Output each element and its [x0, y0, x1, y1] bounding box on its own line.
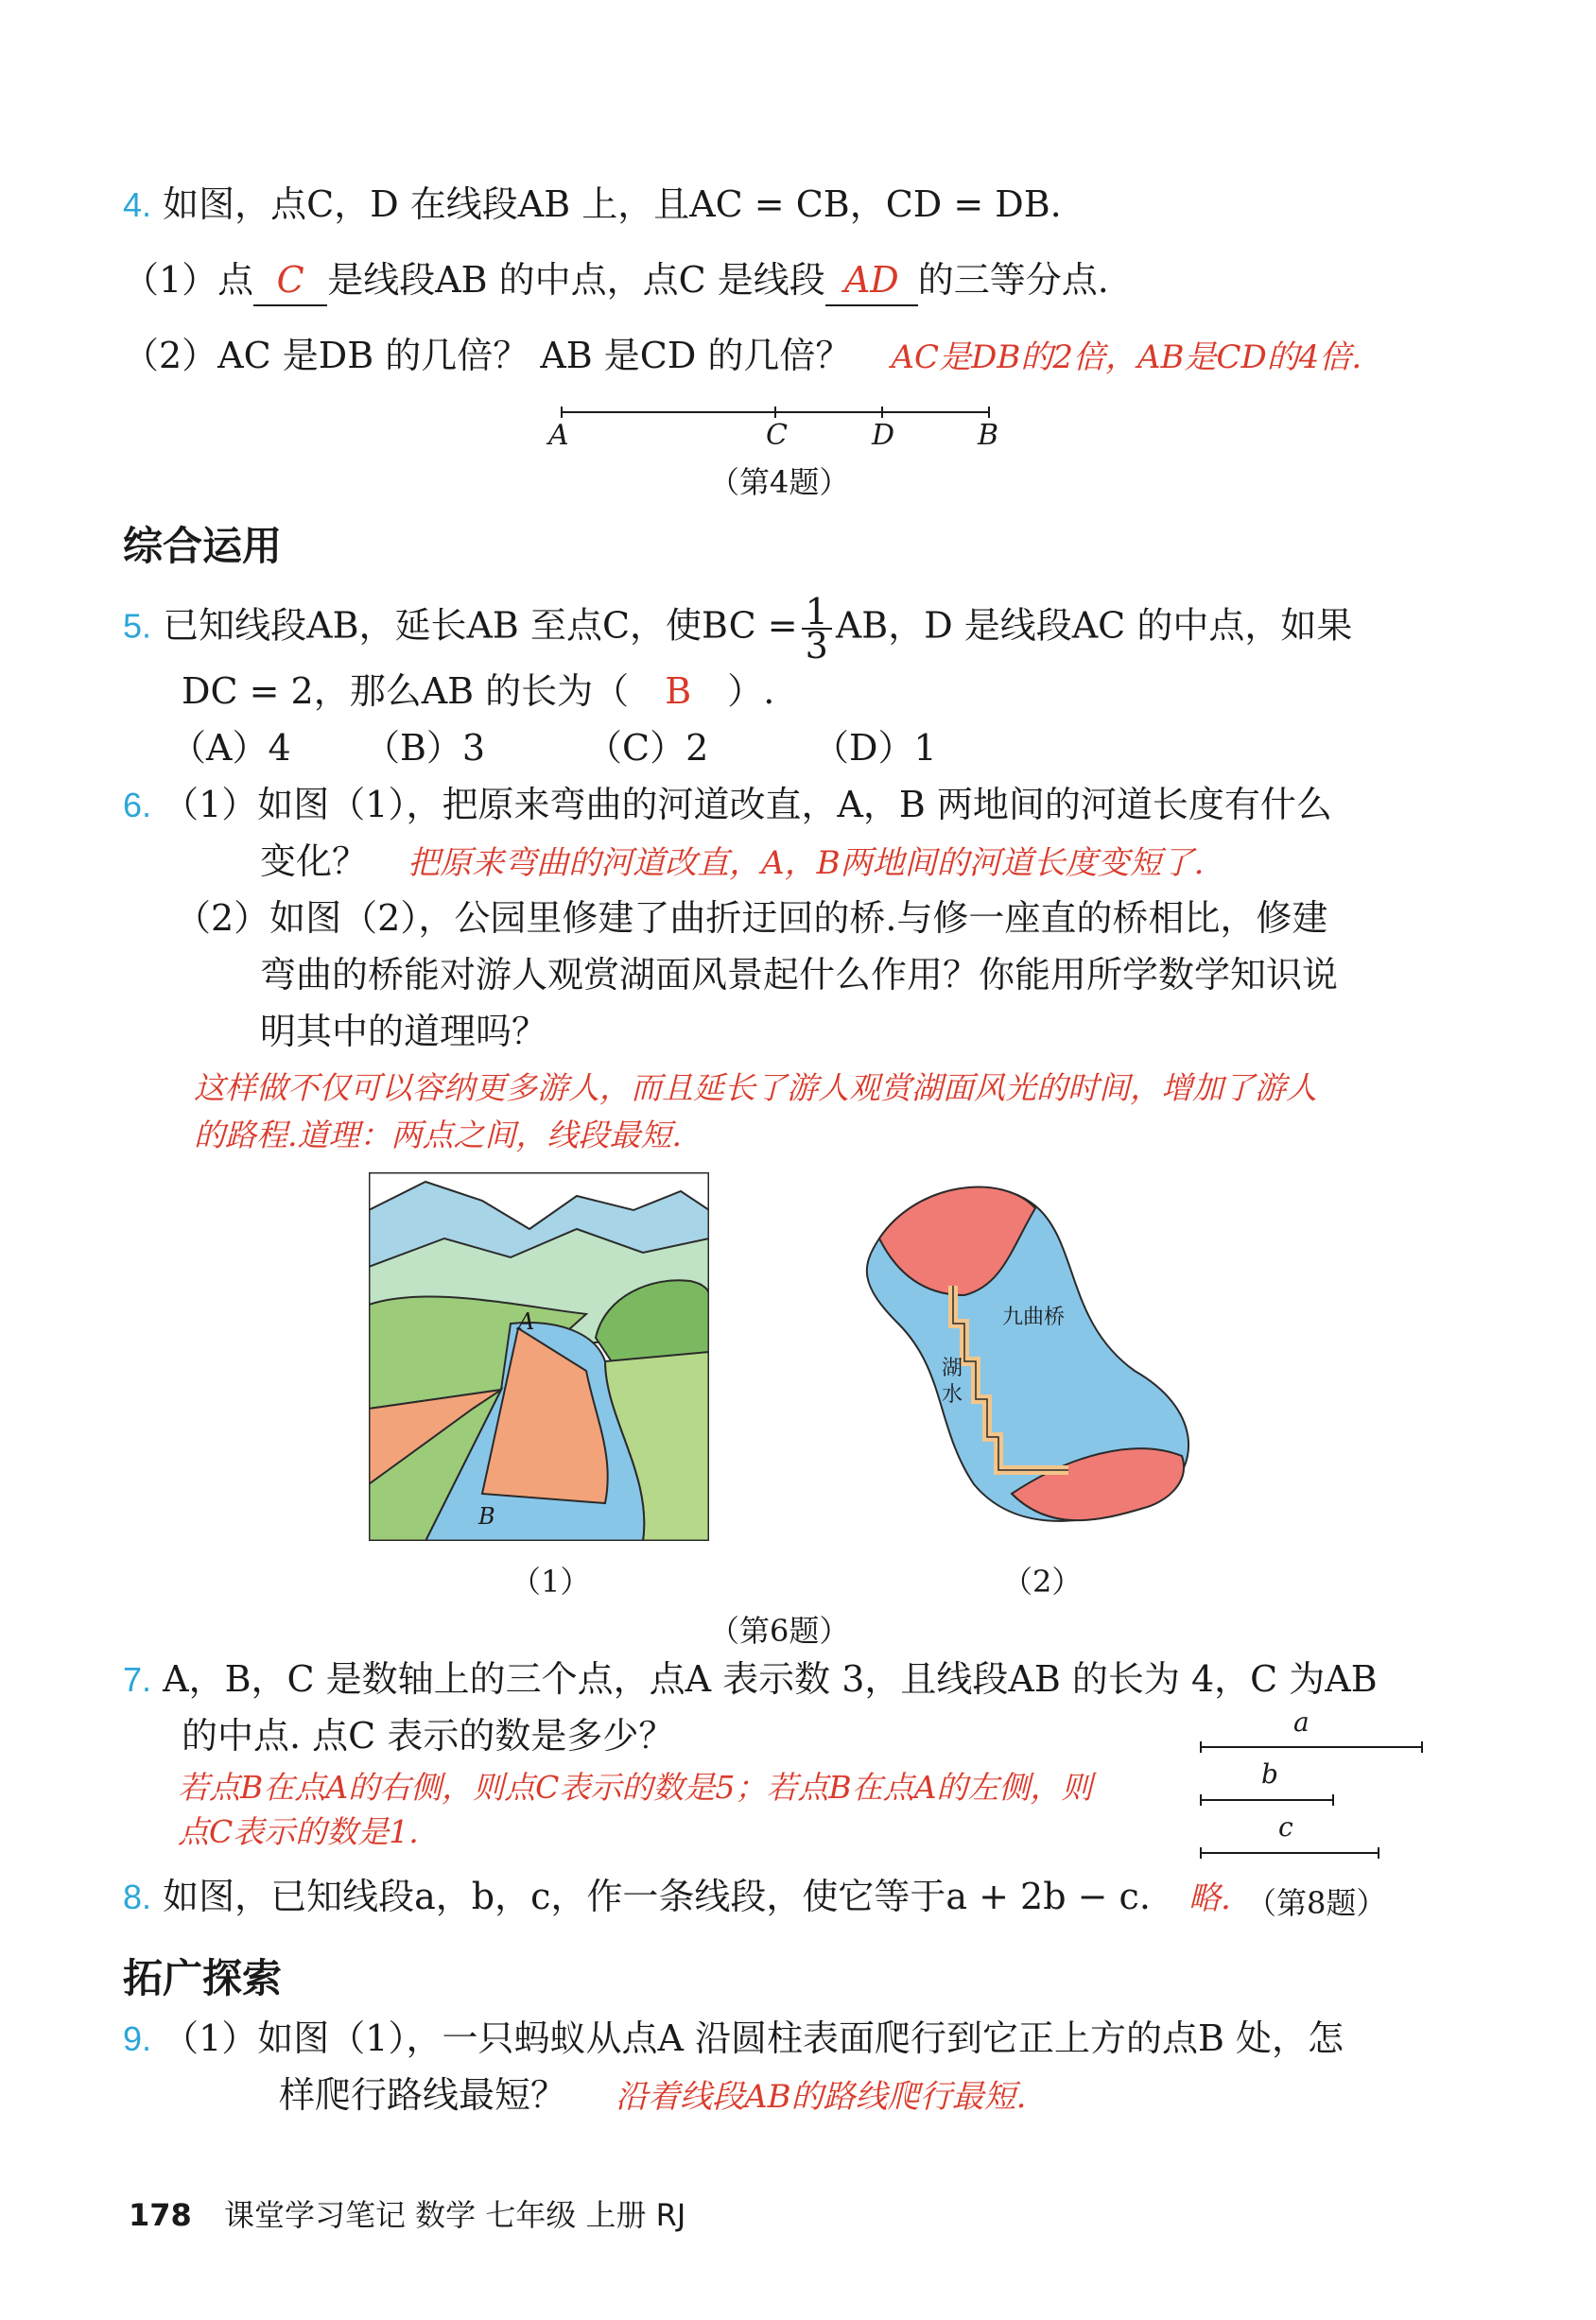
q8-answer: 略.	[1188, 1879, 1231, 1917]
q8-text: 如图，已知线段a，b，c，作一条线段，使它等于a + 2b − c.	[163, 1876, 1151, 1917]
q4-blank2: AD	[825, 255, 918, 306]
q6-caption: （第6题）	[709, 1613, 850, 1649]
q9-answer: 沿着线段AB的路线爬行最短.	[616, 2078, 1027, 2116]
q5-fraction	[802, 591, 832, 667]
q6-p2-line3: 明其中的道理吗？	[260, 1011, 548, 1052]
q4-p1-text-b: 是线段AB 的中点，点C 是线段	[327, 259, 825, 301]
q6-p1-line1	[123, 780, 1332, 830]
q6-p1-line2	[260, 837, 1204, 888]
q6-figure1-river	[369, 1172, 709, 1541]
q4-number: 4.	[123, 185, 152, 224]
q6-fig2-lake-label-2: 水	[942, 1383, 963, 1407]
q7-text1: A，B，C 是数轴上的三个点，点A 表示数 3，且线段AB 的长为 4，C 为AB	[163, 1658, 1378, 1700]
q8-seg-label-b: b	[1261, 1758, 1278, 1790]
q5-text-c: DC = 2，那么AB 的长为（	[182, 670, 630, 712]
q6-p2-answer1: 这样做不仅可以容纳更多游人，而且延长了游人观赏湖面风光的时间，增加了游人	[194, 1069, 1317, 1106]
page-footer	[129, 2191, 685, 2235]
q7-answer1: 若点B在点A的右侧，则点C表示的数是5；若点B在点A的左侧，则	[178, 1769, 1093, 1806]
q9-line2	[279, 2070, 1026, 2121]
q6-fig1-label-b: B	[478, 1503, 495, 1530]
q4-p1-text-a: （1）点	[123, 259, 254, 301]
q6-number: 6.	[123, 786, 152, 824]
q9-number: 9.	[123, 2019, 152, 2058]
q7-line1	[123, 1654, 1378, 1705]
q9-line1	[123, 2014, 1344, 2064]
q4-stem-text: 如图，点C，D 在线段AB 上，且AC = CB，CD = DB.	[163, 183, 1062, 225]
page-number: 178	[129, 2197, 192, 2233]
q5-option-d: （D）1	[813, 727, 937, 769]
book-title: 课堂学习笔记 数学 七年级 上册 RJ	[223, 2197, 686, 2233]
q4-part2	[123, 331, 1362, 382]
q5-text-d: ）.	[727, 670, 775, 712]
q5-text-b: AB，D 是线段AC 的中点，如果	[835, 604, 1353, 647]
section-heading-explore: 拓广探索	[123, 1955, 283, 2001]
q6-fig2-bridge-label: 九曲桥	[1002, 1306, 1066, 1329]
q6-p2-line2: 弯曲的桥能对游人观赏湖面风景起什么作用？你能用所学数学知识说	[260, 954, 1339, 996]
q8-caption: （第8题）	[1246, 1885, 1387, 1921]
q5-text-a: 已知线段AB，延长AB 至点C，使BC =	[163, 604, 798, 647]
q5-number: 5.	[123, 606, 152, 646]
q9-text1: （1）如图（1），一只蚂蚁从点A 沿圆柱表面爬行到它正上方的点B 处，怎	[163, 2017, 1344, 2059]
q4-stem	[123, 180, 1062, 230]
q6-p2-answer2: 的路程.道理：两点之间，线段最短.	[194, 1117, 682, 1153]
q6-fig1-label-a: A	[518, 1308, 535, 1335]
q6-p1-text2: 变化？	[260, 840, 369, 882]
q4-part1	[123, 255, 1109, 306]
q5-option-c: （C）2	[586, 727, 709, 769]
q6-fig2-lake-label-1: 湖	[942, 1357, 963, 1380]
q4-caption: （第4题）	[709, 464, 850, 500]
q5-line2	[182, 667, 774, 716]
q8-seg-label-a: a	[1293, 1706, 1310, 1738]
q4-p2-text: （2）AC 是DB 的几倍？ AB 是CD 的几倍？	[123, 335, 852, 376]
q6-figure2-lake	[860, 1182, 1201, 1532]
q4-label-a: A	[548, 419, 569, 452]
q5-answer: B	[665, 670, 692, 712]
q5-option-b: （B）3	[364, 727, 486, 769]
q4-blank1: C	[253, 255, 327, 306]
section-heading-comprehensive: 综合运用	[123, 523, 283, 569]
q5-option-a: （A）4	[170, 727, 291, 769]
q4-label-c: C	[766, 419, 788, 452]
q7-number: 7.	[123, 1660, 152, 1699]
q8-segments-figure	[1191, 1721, 1437, 1862]
q8-number: 8.	[123, 1878, 152, 1916]
q6-sub2: （2）	[1002, 1564, 1083, 1600]
q5-line1	[123, 591, 1353, 667]
q6-sub1: （1）	[511, 1564, 591, 1600]
q4-label-d: D	[872, 419, 895, 452]
q7-answer2: 点C表示的数是1.	[178, 1813, 419, 1850]
q8-line	[123, 1872, 1231, 1923]
q6-p1-text1: （1）如图（1），把原来弯曲的河道改直，A，B 两地间的河道长度有什么	[163, 784, 1332, 825]
q4-p2-answer: AC是DB的2倍，AB是CD的4倍.	[891, 338, 1362, 376]
q9-text2: 样爬行路线最短？	[279, 2074, 567, 2116]
q7-line2: 的中点. 点C 表示的数是多少？	[182, 1715, 675, 1757]
q6-p1-answer: 把原来弯曲的河道改直，A，B两地间的河道长度变短了.	[408, 844, 1205, 882]
q8-seg-label-c: c	[1278, 1811, 1293, 1843]
q6-p2-line1: （2）如图（2），公园里修建了曲折迂回的桥.与修一座直的桥相比，修建	[175, 897, 1328, 939]
q5-frac-numerator: 1	[802, 596, 832, 630]
q4-label-b: B	[978, 419, 999, 452]
q4-p1-text-c: 的三等分点.	[917, 259, 1109, 301]
q5-frac-denominator: 3	[805, 625, 828, 667]
